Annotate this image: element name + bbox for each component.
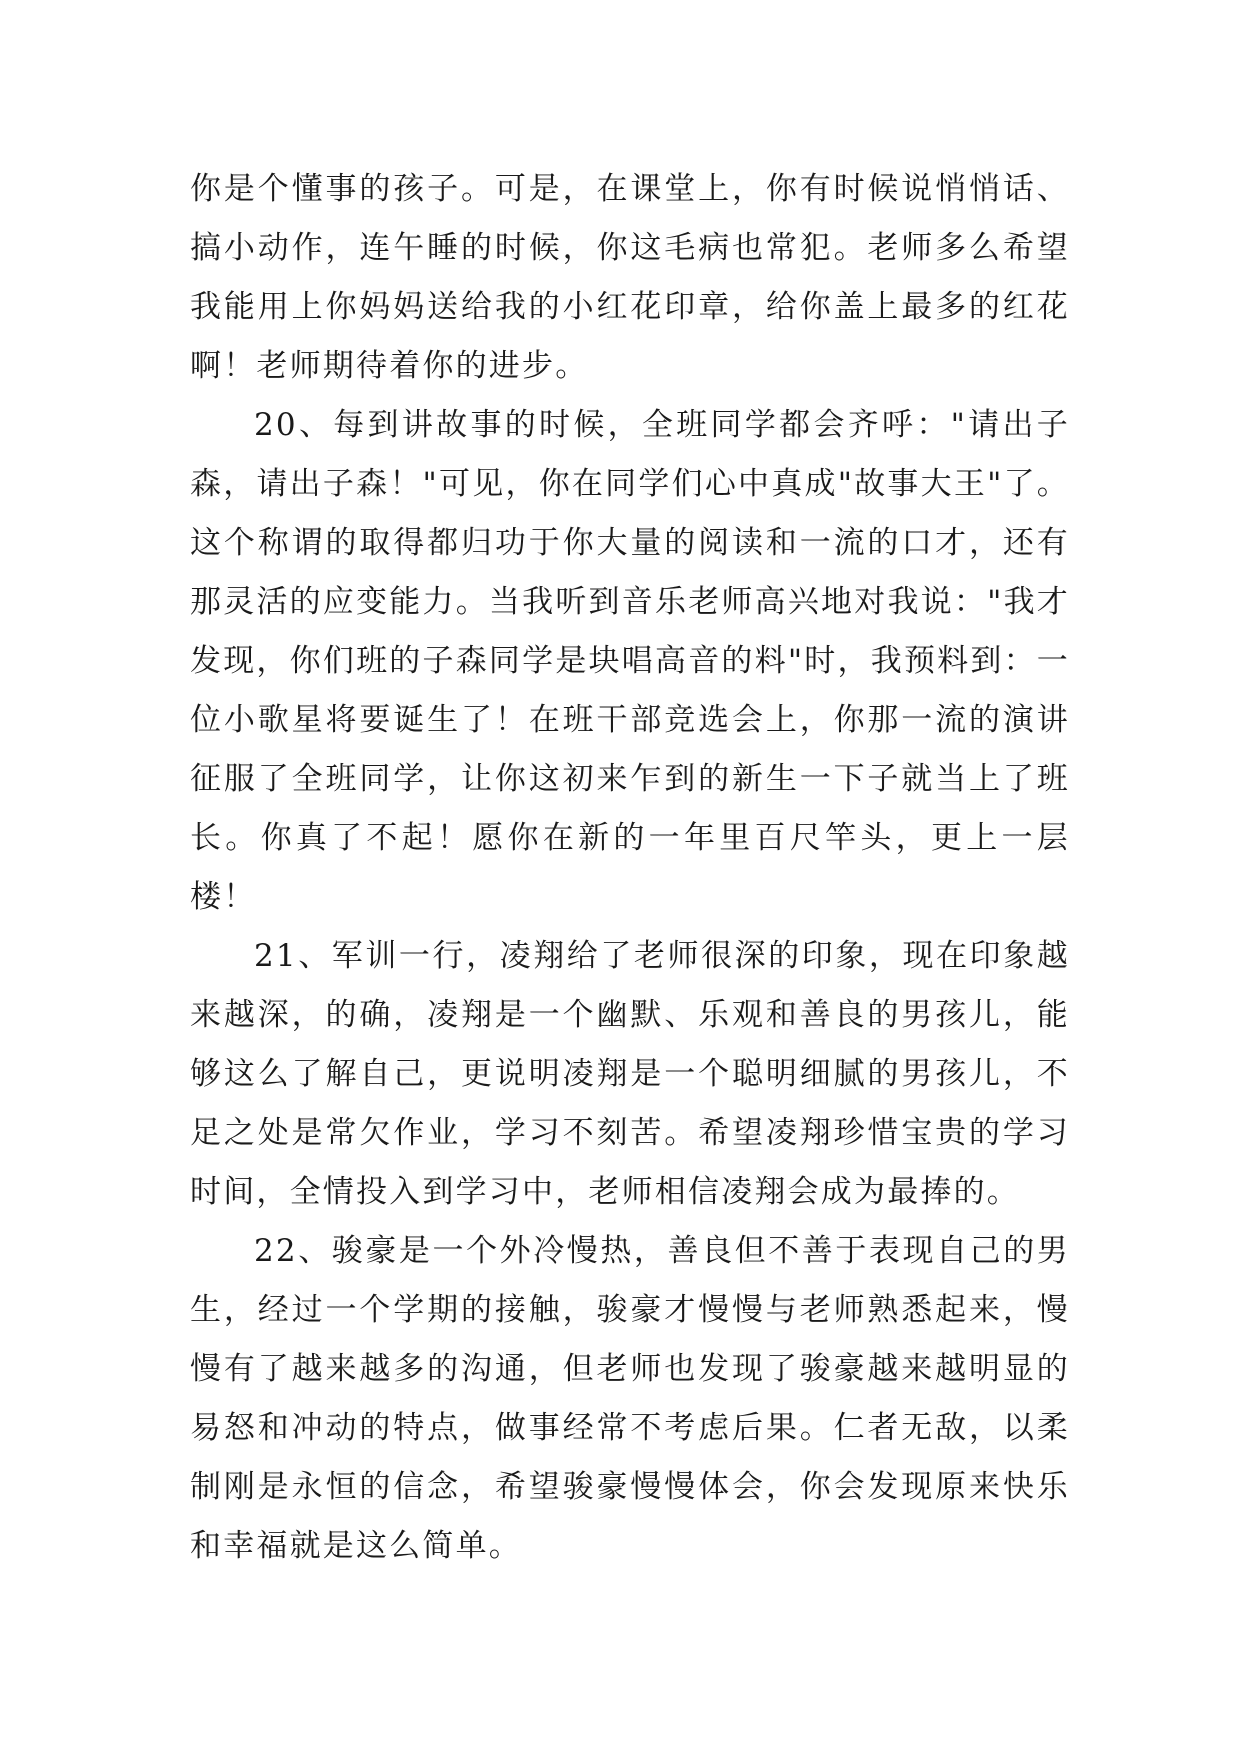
- paragraph-21: 21、军训一行，凌翔给了老师很深的印象，现在印象越来越深，的确，凌翔是一个幽默、乐观和善良的男孩儿，能够这么了解自己，更说明凌翔是一个聪明细腻的男孩儿，不足之处是常欠作业，学习不刻苦。希望凌翔珍惜宝贵的学习时间，全情投入到学习中，老师相信凌翔会成为最捧的。: [190, 938, 1070, 1210]
- document-body: [190, 160, 1070, 1576]
- paragraph-22: 22、骏豪是一个外冷慢热，善良但不善于表现自己的男生，经过一个学期的接触，骏豪才慢慢与老师熟悉起来，慢慢有了越来越多的沟通，但老师也发现了骏豪越来越明显的易怒和冲动的特点，做事经常不考虑后果。仁者无敌，以柔制刚是永恒的信念，希望骏豪慢慢体会，你会发现原来快乐和幸福就是这么简单。: [190, 1233, 1070, 1564]
- paragraph-20: 20、每到讲故事的时候，全班同学都会齐呼："请出子森，请出子森！"可见，你在同学们心中真成"故事大王"了。这个称谓的取得都归功于你大量的阅读和一流的口才，还有那灵活的应变能力。当我听到音乐老师高兴地对我说："我才发现，你们班的子森同学是块唱高音的料"时，我预料到：一位小歌星将要诞生了！在班干部竞选会上，你那一流的演讲征服了全班同学，让你这初来乍到的新生一下子就当上了班长。你真了不起！愿你在新的一年里百尺竿头，更上一层楼！: [190, 407, 1070, 915]
- paragraph-19-continuation: 你是个懂事的孩子。可是，在课堂上，你有时候说悄悄话、搞小动作，连午睡的时候，你这毛病也常犯。老师多么希望我能用上你妈妈送给我的小红花印章，给你盖上最多的红花啊！老师期待着你的进步。: [190, 171, 1070, 384]
